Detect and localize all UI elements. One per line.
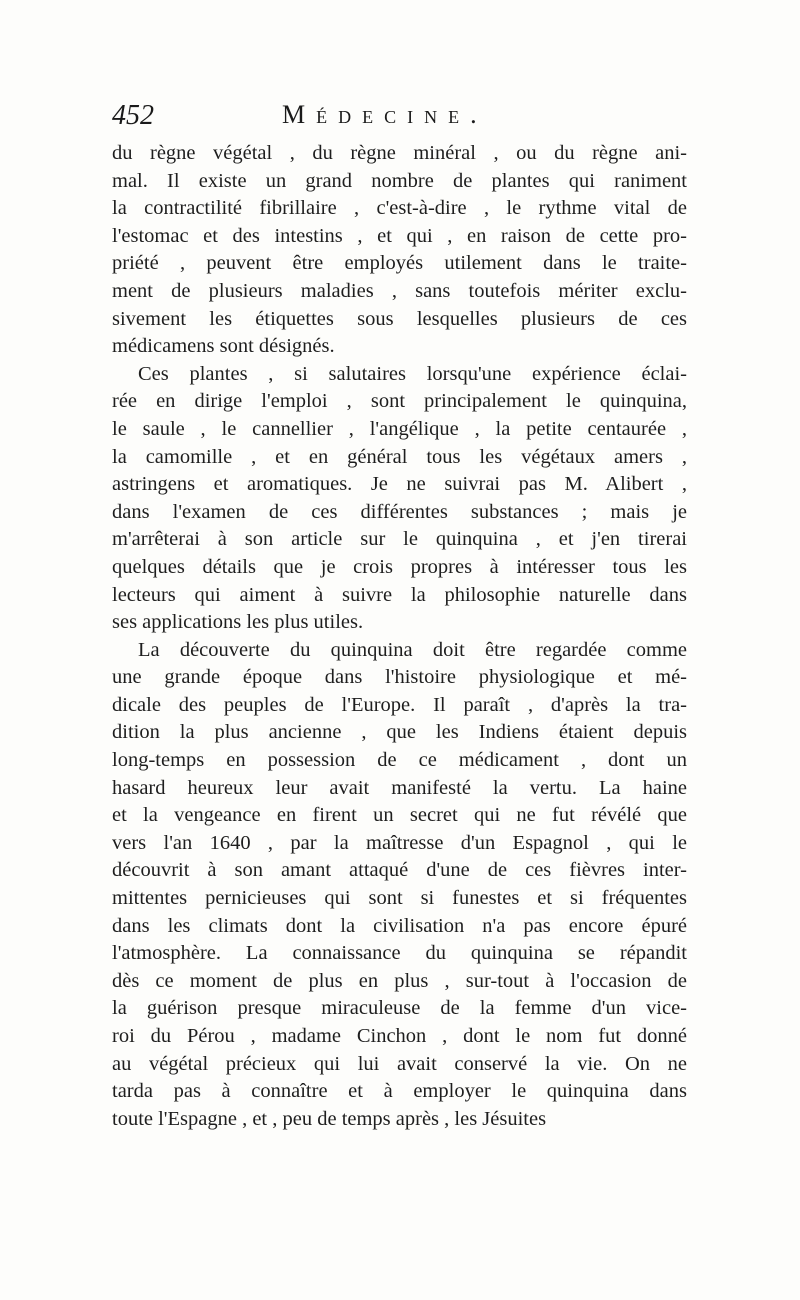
text-line: dans les climats dont la civilisation n'a pas encore épuré	[112, 914, 687, 937]
paragraph	[112, 637, 687, 1134]
text-line: mal. Il existe un grand nombre de plantes qui raniment	[112, 169, 687, 192]
text-line: long-temps en possession de ce médicament , dont un	[112, 749, 687, 772]
text-line: rée en dirige l'emploi , sont principalement le quinquina,	[112, 390, 687, 413]
text-line: médicamens sont désignés.	[112, 335, 335, 358]
text-line: et la vengeance en firent un secret qui ne fut révélé que	[112, 804, 687, 827]
text-line: mittentes pernicieuses qui sont si funestes et si fréquentes	[112, 887, 687, 910]
text-line: dans l'examen de ces différentes substances ; mais je	[112, 500, 687, 523]
paragraph	[112, 361, 687, 637]
text-line: Ces plantes , si salutaires lorsqu'une expérience éclai-	[138, 362, 687, 385]
paragraph	[112, 140, 687, 361]
text-line: priété , peuvent être employés utilement dans le traite-	[112, 252, 687, 275]
running-head: Médecine.	[282, 100, 488, 129]
text-line: ses applications les plus utiles.	[112, 611, 364, 634]
text-line: l'atmosphère. La connaissance du quinquina se répandit	[112, 942, 687, 965]
text-line: découvrit à son amant attaqué d'une de ces fièvres inter-	[112, 859, 687, 882]
text-line: ment de plusieurs maladies , sans toutefois mériter exclu-	[112, 279, 687, 302]
text-line: m'arrêterai à son article sur le quinquina , et j'en tirerai	[112, 528, 687, 551]
body-text	[112, 140, 687, 1133]
text-line: la contractilité fibrillaire , c'est-à-dire , le rythme vital de	[112, 197, 687, 220]
text-line: quelques détails que je crois propres à intéresser tous les	[112, 555, 687, 578]
text-line: dition la plus ancienne , que les Indiens étaient depuis	[112, 721, 687, 744]
page-number: 452	[112, 100, 154, 131]
text-line: La découverte du quinquina doit être regardée comme	[138, 638, 687, 661]
text-line: tarda pas à connaître et à employer le quinquina dans	[112, 1080, 687, 1103]
text-line: roi du Pérou , madame Cinchon , dont le nom fut donné	[112, 1025, 687, 1047]
text-line: au végétal précieux qui lui avait conservé la vie. On ne	[112, 1052, 687, 1075]
text-line: dicale des peuples de l'Europe. Il paraît , d'après la tra-	[112, 693, 687, 716]
text-line: l'estomac et des intestins , et qui , en raison de cette pro-	[112, 224, 687, 247]
text-line: une grande époque dans l'histoire physiologique et mé-	[112, 666, 687, 689]
page-header	[112, 100, 700, 140]
text-line: dès ce moment de plus en plus , sur-tout à l'occasion de	[112, 969, 687, 992]
text-line: la camomille , et en général tous les végétaux amers ,	[112, 445, 687, 468]
text-line: la guérison presque miraculeuse de la femme d'un vice-	[112, 997, 687, 1020]
text-line: du règne végétal , du règne minéral , ou du règne ani-	[112, 142, 687, 164]
text-line: toute l'Espagne , et , peu de temps après , les Jésuites	[112, 1107, 547, 1130]
text-line: astringens et aromatiques. Je ne suivrai pas M. Alibert ,	[112, 473, 687, 496]
text-line: le saule , le cannellier , l'angélique , la petite centaurée ,	[112, 417, 687, 440]
text-line: sivement les étiquettes sous lesquelles plusieurs de ces	[112, 307, 687, 330]
text-line: lecteurs qui aiment à suivre la philosophie naturelle dans	[112, 583, 687, 606]
text-line: hasard heureux leur avait manifesté la vertu. La haine	[112, 776, 687, 799]
text-line: vers l'an 1640 , par la maîtresse d'un Espagnol , qui le	[112, 831, 687, 854]
